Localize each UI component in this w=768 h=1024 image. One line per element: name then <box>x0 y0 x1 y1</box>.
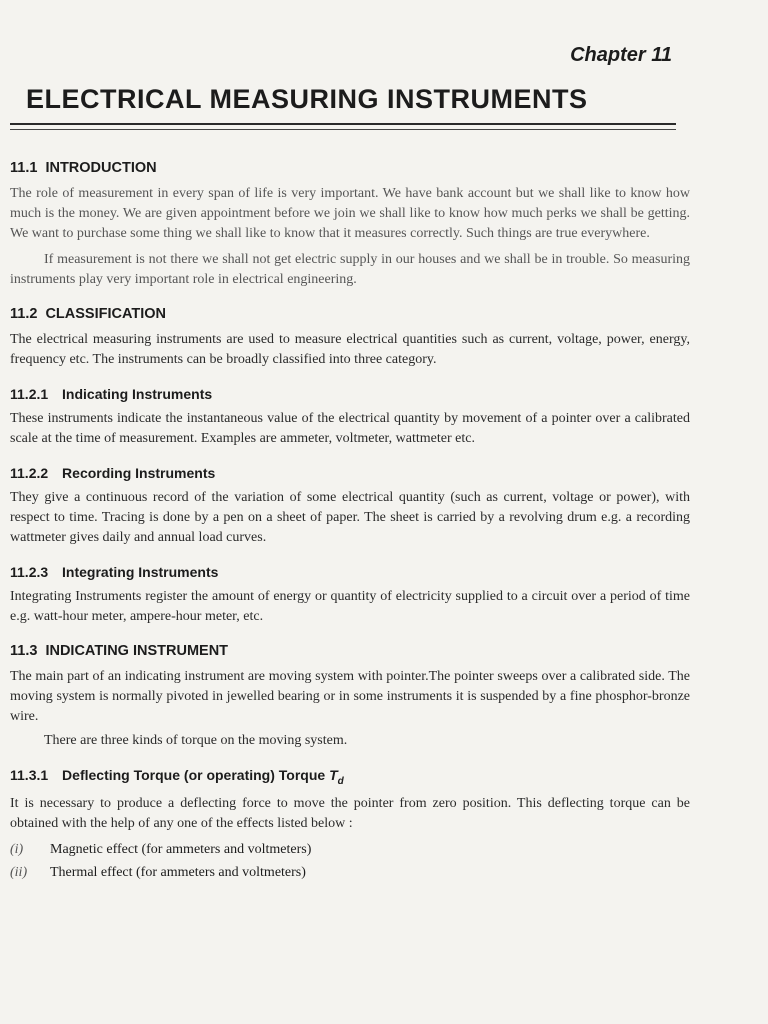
section-number: 11.3 <box>10 643 38 659</box>
subsection-heading <box>10 386 690 402</box>
subsection-heading <box>10 465 690 481</box>
title-rule-thin <box>10 129 676 130</box>
chapter-title: ELECTRICAL MEASURING INSTRUMENTS <box>26 84 588 114</box>
section-heading <box>10 160 690 176</box>
subsection-number: 11.3.1 <box>10 767 49 783</box>
subsection-number: 11.2.3 <box>10 564 49 580</box>
list-item <box>10 861 690 884</box>
list-marker: (ii) <box>10 864 28 880</box>
section-deflecting-torque <box>10 767 690 884</box>
paragraph: If measurement is not there we shall not get electric supply in our houses and we shall be in trouble. So measuring instruments play very important role in electrical engineering. <box>10 252 690 287</box>
paragraph: The electrical measuring instruments are used to measure electrical quantities such as current, voltage, power, energy, frequency etc. The instruments can be broadly classified into three category. <box>10 332 690 367</box>
symbol-subscript: d <box>337 775 344 787</box>
list-marker: (i) <box>10 841 24 857</box>
subsection-number: 11.2.1 <box>10 386 49 402</box>
paragraph: These instruments indicate the instantaneous value of the electrical quantity by movement of a pointer over a calibrated scale at the time of measurement. Examples are ammeter, voltmeter, wattmeter etc. <box>10 411 690 446</box>
subsection-title: Indicating Instruments <box>62 386 213 402</box>
paragraph: The role of measurement in every span of life is very important. We have bank account but we shall like to know how much is the money. We are given appointment before we join we shall like to know how much perks we shall be getting. We want to purchase some thing we shall like to know that it measures correctly. Such things are true everywhere. <box>10 186 690 241</box>
subsection-number: 11.2.2 <box>10 465 49 481</box>
section-heading <box>10 643 690 659</box>
section-title: CLASSIFICATION <box>45 306 167 322</box>
page-content <box>10 160 690 900</box>
section-heading <box>10 306 690 322</box>
section-indicating-instruments <box>10 386 690 449</box>
section-introduction <box>10 160 690 290</box>
title-rule <box>10 123 676 125</box>
section-recording-instruments <box>10 465 690 548</box>
paragraph: The main part of an indicating instrument are moving system with pointer.The pointer sweeps over a calibrated side. The moving system is normally pivoted in jewelled bearing or in some instruments it is suspended by a fine phosphor-bronze wire. <box>10 669 690 724</box>
subsection-title: Recording Instruments <box>62 465 216 481</box>
torque-symbol <box>329 767 344 787</box>
section-number: 11.1 <box>10 160 38 176</box>
subsection-title: Deflecting Torque (or operating) Torque <box>62 767 326 783</box>
paragraph: They give a continuous record of the variation of some electrical quantity (such as current, voltage or power), with respect to time. Tracing is done by a pen on a sheet of paper. The sheet is carried by a revolving drum e.g. a recording wattmeter gives daily and annual load curves. <box>10 490 690 545</box>
effects-list <box>10 838 690 884</box>
list-item-text: Magnetic effect (for ammeters and voltmeters) <box>50 841 312 857</box>
section-integrating-instruments <box>10 564 690 627</box>
paragraph: It is necessary to produce a deflecting force to move the pointer from zero position. This deflecting torque can be obtained with the help of any one of the effects listed below : <box>10 795 690 831</box>
subsection-heading <box>10 767 690 787</box>
section-number: 11.2 <box>10 306 38 322</box>
paragraph: Integrating Instruments register the amount of energy or quantity of electricity supplied to a circuit over a period of time e.g. watt-hour meter, ampere-hour meter, etc. <box>10 589 690 624</box>
section-title: INTRODUCTION <box>45 160 157 176</box>
section-title: INDICATING INSTRUMENT <box>45 643 229 659</box>
chapter-label: Chapter 11 <box>570 44 672 66</box>
symbol-base: T <box>329 767 338 783</box>
subsection-title: Integrating Instruments <box>62 564 219 580</box>
list-item <box>10 838 690 861</box>
list-item-text: Thermal effect (for ammeters and voltmeters) <box>50 864 306 880</box>
subsection-heading <box>10 564 690 580</box>
section-classification <box>10 306 690 370</box>
section-indicating-instrument <box>10 643 690 751</box>
paragraph: There are three kinds of torque on the moving system. <box>44 733 348 748</box>
